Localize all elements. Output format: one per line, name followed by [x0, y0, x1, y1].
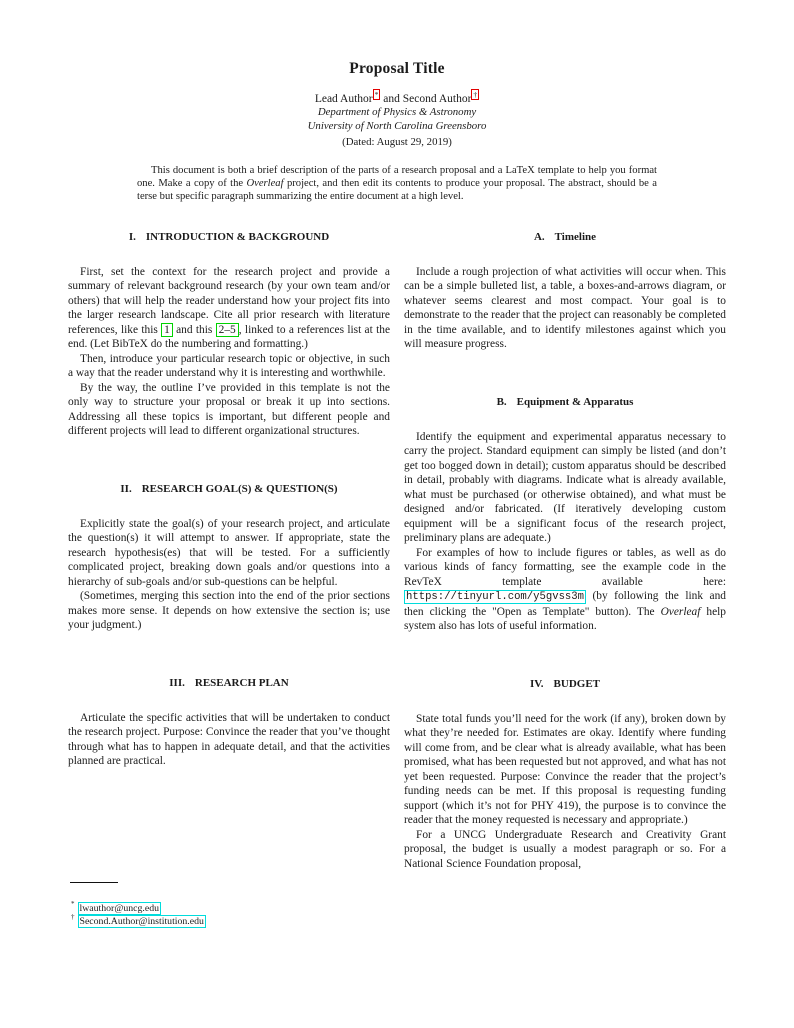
section-heading-introduction: [68, 231, 390, 244]
footnote-rule: [70, 882, 118, 883]
text-run: For examples of how to include figures or tables, as well as do various kinds of fancy formatting, see the example code in the RevTeX template available here:: [404, 546, 726, 588]
abstract-text-run-2: project, and then edit its contents to produce your proposal. The abstract, should be a terse but specific paragraph summarizing the entire document at a high level.: [137, 178, 657, 203]
subsection-title: Timeline: [554, 230, 597, 243]
template-url-link[interactable]: https://tinyurl.com/y5gvss3m: [406, 591, 585, 604]
email-link-lead[interactable]: lwauthor@uncg.edu: [79, 902, 159, 914]
abstract: [137, 164, 657, 204]
author-join: and: [380, 93, 403, 105]
section-title: RESEARCH PLAN: [194, 676, 289, 689]
right-column: [404, 228, 726, 928]
citation-link-2-5[interactable]: 2–5: [216, 323, 239, 337]
section-heading-plan: [68, 677, 390, 690]
goals-paragraph-2: (Sometimes, merging this section into the end of the prior sections makes more sense. It depends on how extensive the section is; use your judgment.): [68, 590, 390, 632]
section-heading-goals: [68, 483, 390, 496]
equipment-paragraph-1: Identify the equipment and experimental apparatus necessary to carry the project. Standard equipment can simply be listed (and don’t get too bogged down in detail); custom apparatus should be described in detail, probably with diagrams. Indicate what is already available, what must be purchased (or otherwise obtained), and what must be designed and/or fabricated. (If iteratively developing custom equipment will be a significant focus of the research project, preliminary plans are adequate.): [404, 430, 726, 545]
timeline-paragraph-1: Include a rough projection of what activities will occur when. This can be a simple bulleted list, a table, a boxes-and-arrows diagram, or whatever seems clearest and most compact. Your goal is to demonstrate to the reader that the project can reasonably be completed in the time available, and to identify milestones against which you will measure progress.: [404, 265, 726, 351]
intro-paragraph-1: [68, 265, 390, 352]
author-second: Second Author: [402, 93, 472, 105]
abstract-overleaf-word: Overleaf: [246, 178, 284, 190]
overleaf-word: Overleaf: [660, 605, 701, 618]
author-second-footnote-link[interactable]: †: [473, 90, 478, 100]
budget-paragraph-1: State total funds you’ll need for the work (if any), broken down by what they’re needed for. Estimates are okay. Identify where funding will come from, and be clear what is already available, what has been promised, what has been requested but not approved, and what has not yet been requested. Purpose: Convince the reader that the project’s funding needs can be met. If this proposal is requesting funding support (which it’s not for PHY 419), the purpose is to convince the reader that the money requested is necessary and appropriate.): [404, 712, 726, 827]
text-run: , linked to a references list at the end. (Let BibTeX do the numbering and formatting.): [68, 323, 390, 351]
budget-paragraph-2: For a UNCG Undergraduate Research and Creativity Grant proposal, the budget is usually a modest paragraph or so. For a National Science Foundation proposal,: [404, 828, 726, 870]
author-line: [0, 92, 794, 106]
plan-paragraph-1: Articulate the specific activities that will be undertaken to conduct the research project. Purpose: Convince the reader that you’ve thought through what has to happen in adequate detail, and that the activities planned are practical.: [68, 711, 390, 768]
equipment-paragraph-2: [404, 546, 726, 634]
section-number: I.: [128, 230, 136, 243]
section-title: INTRODUCTION & BACKGROUND: [145, 230, 330, 243]
section-title: BUDGET: [553, 677, 601, 690]
citation-link-1[interactable]: 1: [161, 323, 173, 337]
text-run: help system also has lots of useful information.: [404, 605, 726, 633]
text-run: and this: [172, 323, 216, 336]
subsection-title: Equipment & Apparatus: [516, 395, 634, 408]
section-number: II.: [120, 482, 132, 495]
document-header: [0, 60, 794, 149]
footnote-marker-asterisk: *: [71, 900, 75, 909]
subsection-number: B.: [496, 395, 507, 408]
author-lead: Lead Author: [314, 93, 373, 105]
intro-paragraph-2: Then, introduce your particular research topic or objective, in such a way that the reader understand why it is interesting and worthwhile.: [68, 352, 390, 380]
footnote-marker-dagger: †: [71, 913, 75, 922]
footnote-lead: [68, 902, 390, 915]
footnotes: [68, 882, 390, 928]
author-lead-footnote-link[interactable]: *: [374, 90, 379, 100]
abstract-text-run-1: This document is both a brief description of the parts of a research proposal and a LaTeX template to help you format one. Make a copy of the: [137, 165, 657, 190]
email-link-second[interactable]: Second.Author@institution.edu: [79, 915, 204, 927]
two-column-body: [0, 228, 794, 928]
section-title: RESEARCH GOAL(S) & QUESTION(S): [141, 482, 338, 495]
left-column: [68, 228, 390, 928]
section-number: III.: [169, 676, 185, 689]
intro-paragraph-3: By the way, the outline I’ve provided in this template is not the only way to structure your proposal or break it up into sections. Addressing all these topics is important, but different people and different projects will lead to different organizational structures.: [68, 381, 390, 438]
section-heading-budget: [404, 678, 726, 691]
affiliation-department: Department of Physics & Astronomy: [317, 106, 477, 118]
page-title: Proposal Title: [349, 60, 445, 77]
footnote-second: [68, 915, 390, 928]
dated-line: (Dated: August 29, 2019): [342, 136, 452, 148]
affiliation-university: University of North Carolina Greensboro: [307, 119, 487, 132]
goals-paragraph-1: Explicitly state the goal(s) of your research project, and articulate the question(s) it will attempt to answer. If appropriate, state the research hypothesis(es) that will be tested. For a sufficiently complicated project, breaking down goals and/or questions into a hierarchy of sub-goals and/or sub-questions can be helpful.: [68, 517, 390, 588]
subsection-heading-equipment: [404, 396, 726, 409]
section-number: IV.: [529, 677, 544, 690]
text-run: First, set the context for the research project and provide a summary of relevant background research (by your own team and/or others) that will help the reader understand how your project fits into the larger research landscape. Cite all prior research with literature references, like this: [68, 265, 390, 336]
text-run: (by following the link and then clicking the "Open as Template" button). The: [404, 590, 726, 618]
subsection-number: A.: [533, 230, 545, 243]
subsection-heading-timeline: [404, 231, 726, 244]
